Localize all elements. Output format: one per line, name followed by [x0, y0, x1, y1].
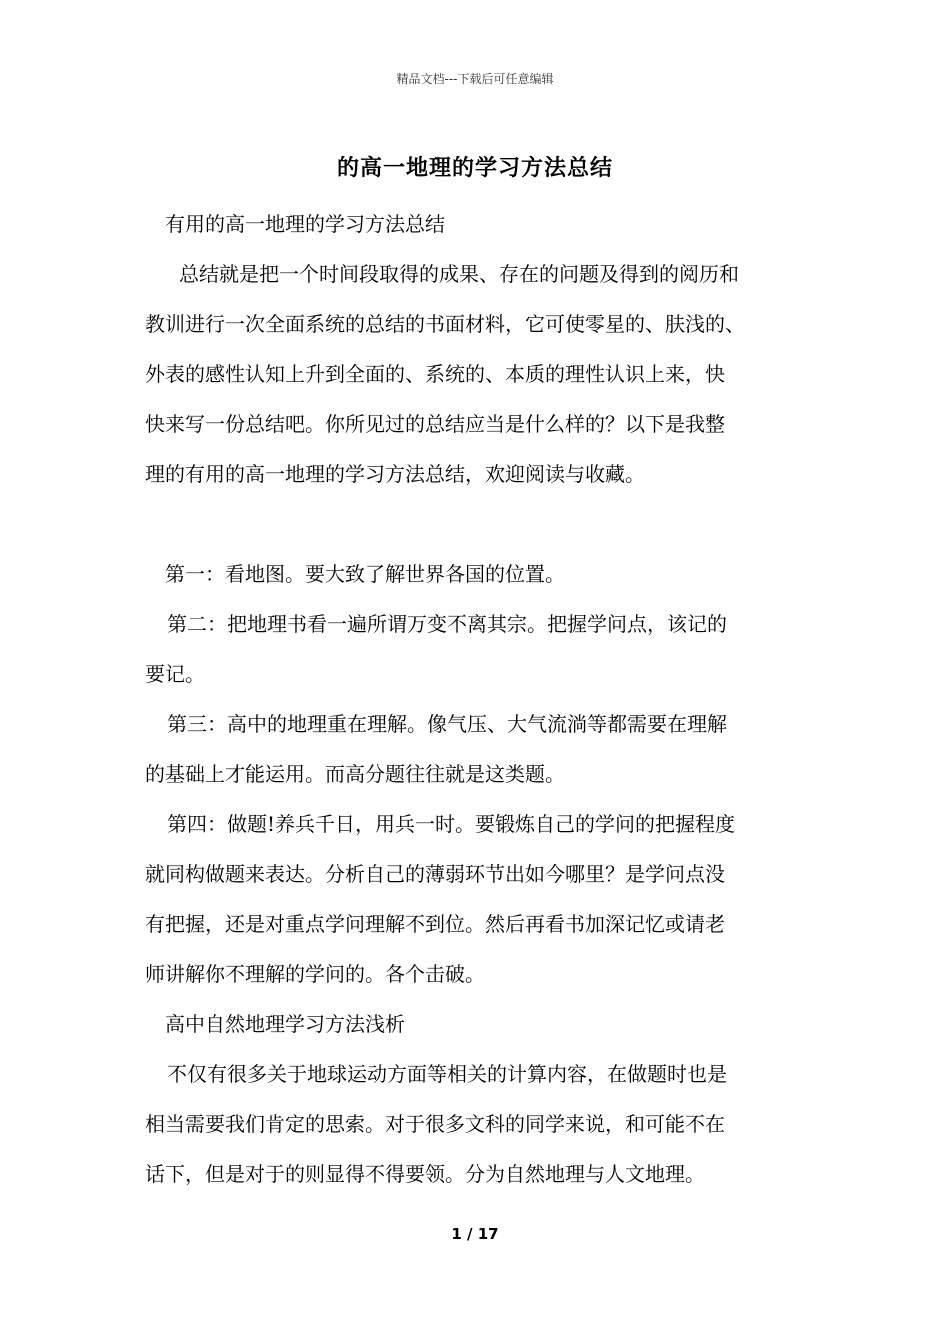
paragraph-line: 不仅有很多关于地球运动方面等相关的计算内容，在做题时也是 — [167, 1062, 727, 1086]
paragraph-line: 第三：高中的地理重在理解。像气压、大气流淌等都需要在理解 — [167, 712, 727, 736]
header-note: 精品文档---下载后可任意编辑 — [396, 72, 554, 86]
step-1-paragraph — [145, 549, 810, 599]
paragraph-line: 快来写一份总结吧。你所见过的总结应当是什么样的？以下是我整 — [145, 412, 725, 436]
paragraph-line: 要记。 — [145, 662, 205, 686]
paragraph-line: 相当需要我们肯定的思索。对于很多文科的同学来说，和可能不在 — [145, 1112, 725, 1136]
page-number: 1 / 17 — [451, 1225, 499, 1243]
paragraph-line: 话下，但是对于的则显得不得要领。分为自然地理与人文地理。 — [145, 1162, 705, 1186]
intro-paragraph — [145, 249, 810, 499]
paragraph-line: 师讲解你不理解的学问的。各个击破。 — [145, 962, 485, 986]
paragraph-line: 第四：做题!养兵千日，用兵一时。要锻炼自己的学问的把握程度 — [167, 812, 736, 836]
paragraph-line: 外表的感性认知上升到全面的、系统的、本质的理性认识上来，快 — [145, 362, 725, 386]
section-2-paragraph — [145, 1049, 810, 1199]
paragraph-line: 就同构做题来表达。分析自己的薄弱环节出如今哪里？是学问点没 — [145, 862, 725, 886]
paragraph-line: 的基础上才能运用。而高分题往往就是这类题。 — [145, 762, 565, 786]
paragraph-line: 有把握，还是对重点学问理解不到位。然后再看书加深记忆或请老 — [145, 912, 725, 936]
document-title: 的高一地理的学习方法总结 — [336, 155, 613, 181]
paragraph-line: 总结就是把一个时间段取得的成果、存在的问题及得到的阅历和 — [179, 262, 739, 286]
step-3-paragraph — [145, 699, 810, 799]
paragraph-line: 第二：把地理书看一遍所谓万变不离其宗。把握学问点，该记的 — [167, 612, 727, 636]
paragraph-gap — [145, 499, 810, 549]
paragraph-line: 理的有用的高一地理的学习方法总结，欢迎阅读与收藏。 — [145, 462, 645, 486]
section-heading: 高中自然地理学习方法浅析 — [165, 1012, 405, 1036]
step-4-paragraph — [145, 799, 810, 999]
paragraph-line: 第一：看地图。要大致了解世界各国的位置。 — [165, 562, 565, 586]
paragraph-line: 教训进行一次全面系统的总结的书面材料，它可使零星的、肤浅的、 — [145, 312, 745, 336]
document-subtitle: 有用的高一地理的学习方法总结 — [165, 212, 445, 236]
step-2-paragraph — [145, 599, 810, 699]
document-body — [145, 199, 810, 1199]
